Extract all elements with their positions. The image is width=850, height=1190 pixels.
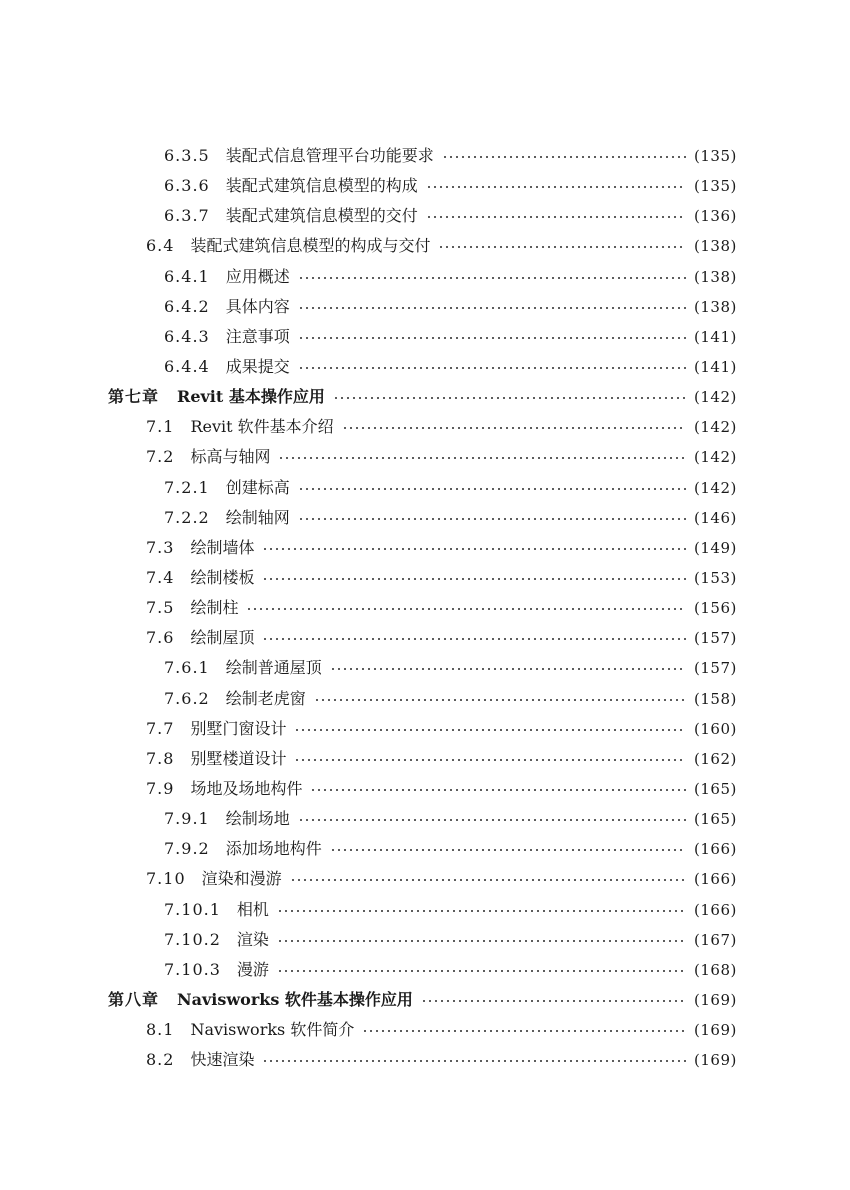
toc-entry[interactable] [0, 292, 850, 322]
dot-leader [314, 699, 686, 701]
toc-entry[interactable] [0, 442, 850, 472]
toc-entry[interactable] [0, 684, 850, 714]
section-title: 渲染 [236, 929, 269, 949]
page-number: (135) [694, 147, 737, 165]
toc-entry[interactable] [0, 322, 850, 352]
page-number: (156) [694, 599, 737, 618]
dot-leader [262, 638, 686, 640]
page-number: (146) [694, 508, 737, 527]
page-number: (169) [694, 990, 737, 1009]
section-title: 标高与轴网 [190, 447, 271, 467]
section-number: 7.6.2 [164, 688, 210, 708]
page-number: (158) [694, 689, 737, 708]
toc-entry[interactable] [0, 503, 850, 533]
dot-leader [290, 879, 686, 881]
page-number: (142) [694, 388, 737, 407]
section-title: 别墅楼道设计 [190, 748, 287, 768]
page-number: (142) [694, 448, 737, 467]
dot-leader [277, 970, 686, 972]
toc-entry[interactable] [0, 201, 850, 231]
page-number: (165) [694, 810, 737, 829]
dot-leader [262, 548, 686, 550]
toc-chapter-entry[interactable] [0, 985, 850, 1015]
section-title: 具体内容 [225, 296, 290, 316]
dot-leader [298, 277, 686, 279]
dot-leader [298, 367, 686, 369]
section-number: 7.5 [146, 598, 175, 618]
section-number: 6.4.3 [164, 326, 210, 346]
chapter-title: Navisworks 软件基本操作应用 [177, 989, 413, 1009]
section-number: 6.4 [146, 236, 175, 256]
dot-leader [426, 186, 686, 188]
section-number: 7.6.1 [164, 658, 210, 678]
page-number: (169) [694, 1051, 737, 1070]
toc-entry[interactable] [0, 1045, 850, 1075]
dot-leader [442, 156, 686, 158]
section-title: 装配式建筑信息模型的构成与交付 [190, 236, 431, 256]
dot-leader [310, 789, 686, 791]
page-number: (169) [694, 1021, 737, 1040]
dot-leader [277, 940, 686, 942]
section-number: 7.10.3 [164, 959, 221, 979]
dot-leader [438, 246, 686, 248]
page-number: (135) [694, 177, 737, 196]
page-number: (166) [694, 870, 737, 889]
section-title: 绘制轴网 [225, 507, 290, 527]
section-title: 应用概述 [225, 266, 290, 286]
section-number: 7.4 [146, 567, 175, 587]
section-title: Navisworks 软件简介 [190, 1020, 355, 1040]
toc-entry[interactable] [0, 231, 850, 261]
section-number: 6.3.5 [164, 146, 210, 165]
page-number: (166) [694, 840, 737, 859]
section-title: 添加场地构件 [225, 839, 322, 859]
page-number: (138) [694, 267, 737, 286]
dot-leader [333, 397, 686, 399]
section-title: 场地及场地构件 [190, 778, 303, 798]
page-number: (160) [694, 719, 737, 738]
section-number: 6.3.7 [164, 206, 210, 226]
section-title: Revit 软件基本介绍 [190, 417, 334, 437]
section-title: 绘制场地 [225, 809, 290, 829]
page-number: (167) [694, 930, 737, 949]
dot-leader [426, 216, 686, 218]
section-title: 别墅门窗设计 [190, 718, 287, 738]
page-number: (157) [694, 659, 737, 678]
page-number: (149) [694, 538, 737, 557]
toc-entry[interactable] [0, 925, 850, 955]
section-title: 装配式建筑信息模型的交付 [225, 206, 418, 226]
toc-entry[interactable] [0, 171, 850, 201]
section-number: 7.2.1 [164, 477, 210, 497]
section-number: 7.10 [146, 869, 186, 889]
dot-leader [246, 608, 686, 610]
dot-leader [298, 337, 686, 339]
page-number: (136) [694, 207, 737, 226]
chapter-title: Revit 基本操作应用 [177, 387, 325, 407]
toc-entry[interactable] [0, 804, 850, 834]
section-title: 创建标高 [225, 477, 290, 497]
section-title: 绘制屋顶 [190, 628, 255, 648]
toc-entry[interactable] [0, 141, 850, 171]
section-number: 7.7 [146, 718, 175, 738]
section-number: 6.4.4 [164, 356, 210, 376]
page-number: (166) [694, 900, 737, 919]
toc-entry[interactable] [0, 412, 850, 442]
toc-entry[interactable] [0, 1015, 850, 1045]
toc-entry[interactable] [0, 623, 850, 653]
toc-entry[interactable] [0, 352, 850, 382]
page-number: (138) [694, 237, 737, 256]
toc-entry[interactable] [0, 864, 850, 894]
toc-entry[interactable] [0, 895, 850, 925]
page-number: (142) [694, 478, 737, 497]
section-number: 6.4.1 [164, 266, 210, 286]
section-title: 装配式信息管理平台功能要求 [225, 146, 434, 165]
toc-entry[interactable] [0, 653, 850, 683]
dot-leader [298, 518, 686, 520]
section-number: 7.10.2 [164, 929, 221, 949]
page-number: (162) [694, 749, 737, 768]
toc-entry[interactable] [0, 563, 850, 593]
dot-leader [262, 1060, 686, 1062]
toc-chapter-entry[interactable] [0, 382, 850, 412]
section-title: 注意事项 [225, 326, 290, 346]
dot-leader [277, 910, 686, 912]
toc-entry[interactable] [0, 744, 850, 774]
dot-leader [421, 1000, 686, 1002]
page-number: (153) [694, 568, 737, 587]
section-title: 漫游 [236, 959, 269, 979]
section-number: 7.3 [146, 537, 175, 557]
section-number: 7.2.2 [164, 507, 210, 527]
section-number: 7.2 [146, 447, 175, 467]
section-number: 7.1 [146, 417, 175, 437]
chapter-number: 第八章 [108, 989, 160, 1009]
page-number: (141) [694, 327, 737, 346]
toc-entry[interactable] [0, 593, 850, 623]
section-title: 绘制楼板 [190, 567, 255, 587]
page-number: (138) [694, 297, 737, 316]
section-number: 6.3.6 [164, 176, 210, 196]
section-title: 渲染和漫游 [201, 869, 282, 889]
section-number: 8.2 [146, 1050, 175, 1070]
dot-leader [298, 488, 686, 490]
section-title: 绘制普通屋顶 [225, 658, 322, 678]
section-number: 7.8 [146, 748, 175, 768]
dot-leader [362, 1030, 686, 1032]
section-number: 6.4.2 [164, 296, 210, 316]
toc-entry[interactable] [0, 834, 850, 864]
section-number: 7.6 [146, 628, 175, 648]
page-number: (168) [694, 960, 737, 979]
section-title: 相机 [236, 899, 269, 919]
dot-leader [330, 849, 686, 851]
section-number: 7.9 [146, 778, 175, 798]
page-number: (165) [694, 779, 737, 798]
page-number: (157) [694, 629, 737, 648]
section-number: 8.1 [146, 1020, 175, 1040]
toc-entry[interactable] [0, 473, 850, 503]
section-title: 快速渲染 [190, 1050, 255, 1070]
section-title: 绘制老虎窗 [225, 688, 306, 708]
page-number: (142) [694, 418, 737, 437]
section-title: 成果提交 [225, 356, 290, 376]
section-title: 绘制墙体 [190, 537, 255, 557]
dot-leader [298, 307, 686, 309]
dot-leader [342, 427, 686, 429]
dot-leader [262, 578, 686, 580]
dot-leader [298, 819, 686, 821]
section-title: 绘制柱 [190, 598, 239, 618]
dot-leader [278, 457, 686, 459]
toc-entry[interactable] [0, 262, 850, 292]
section-number: 7.9.2 [164, 839, 210, 859]
chapter-number: 第七章 [108, 387, 160, 407]
page-number: (141) [694, 357, 737, 376]
toc-entry[interactable] [0, 774, 850, 804]
section-number: 7.10.1 [164, 899, 221, 919]
toc-entry[interactable] [0, 533, 850, 563]
toc-entry[interactable] [0, 955, 850, 985]
dot-leader [294, 759, 686, 761]
dot-leader [330, 668, 686, 670]
section-title: 装配式建筑信息模型的构成 [225, 176, 418, 196]
table-of-contents [0, 141, 850, 1075]
section-number: 7.9.1 [164, 809, 210, 829]
toc-entry[interactable] [0, 714, 850, 744]
dot-leader [294, 729, 686, 731]
